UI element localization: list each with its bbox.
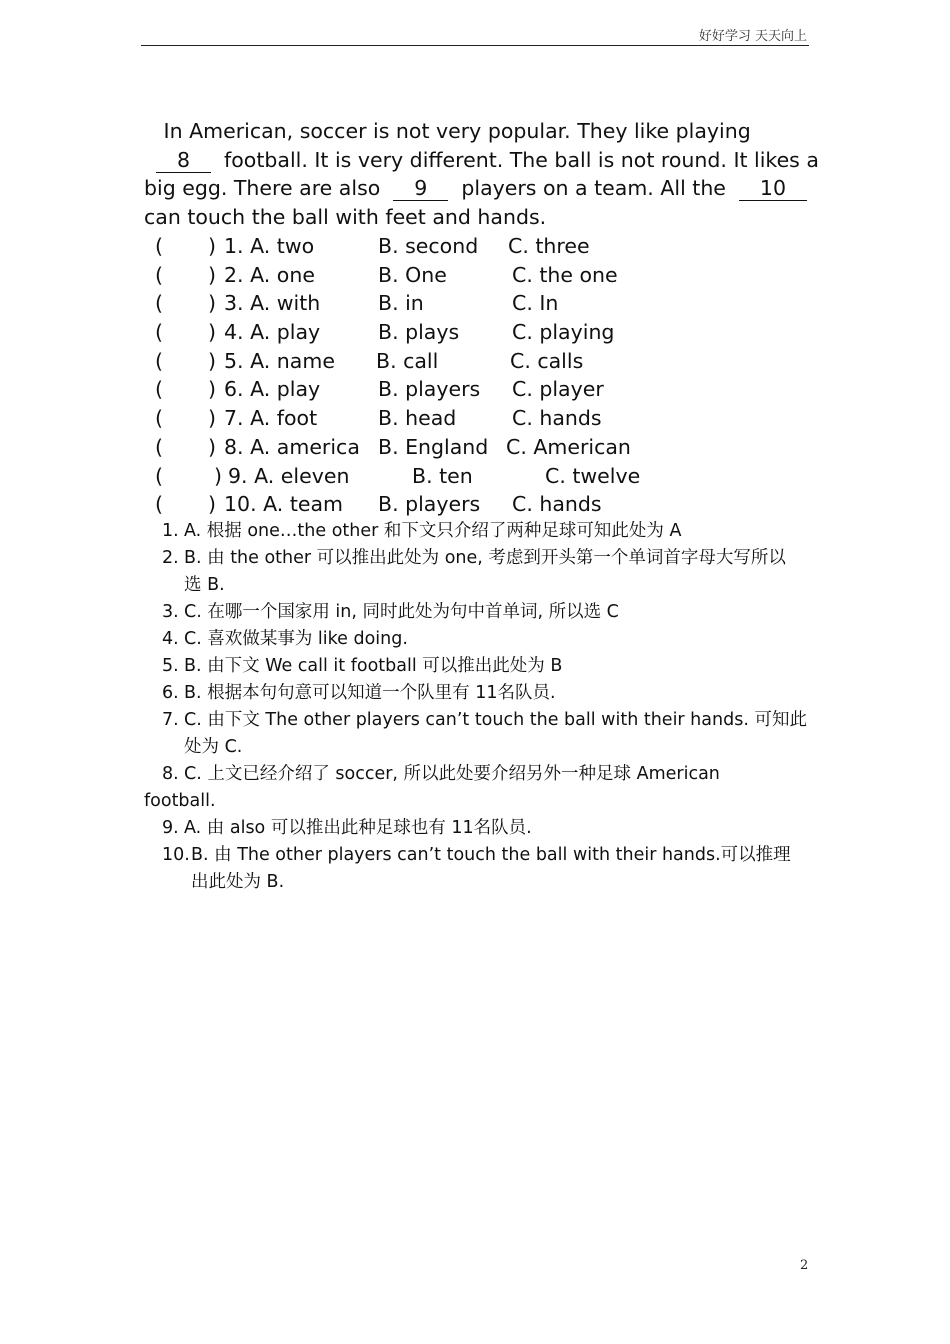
option-a: A. foot bbox=[250, 406, 318, 431]
option-a: A. eleven bbox=[254, 463, 350, 488]
answer-number: 3. bbox=[162, 602, 179, 622]
option-b: B. players bbox=[378, 377, 481, 402]
paren-open: ( bbox=[155, 434, 163, 459]
paren-close: ) bbox=[208, 377, 216, 402]
option-c: C. playing bbox=[512, 320, 615, 345]
answer-number: 7. bbox=[162, 710, 179, 730]
paren-close: ) bbox=[208, 234, 216, 258]
paren-close: ) bbox=[208, 406, 216, 431]
option-c: C. player bbox=[512, 377, 604, 402]
paren-open: ( bbox=[155, 377, 163, 402]
blank-8: 8 bbox=[156, 148, 211, 173]
answer-number: 9. bbox=[162, 818, 179, 838]
header-rule bbox=[141, 45, 809, 46]
question-number: 1. bbox=[224, 234, 244, 258]
passage-line bbox=[144, 146, 819, 175]
answer-text: B. 由 The other players can’t touch the ball with their hands.可以推理出此处为 B. bbox=[191, 845, 791, 892]
option-a: A. america bbox=[250, 434, 360, 459]
answer-text: B. 由 the other 可以推出此处为 one, 考虑到开头第一个单词首字母大写所以选 B. bbox=[184, 548, 786, 595]
blank-10: 10 bbox=[739, 176, 807, 201]
answer-number: 2. bbox=[162, 548, 179, 568]
option-c: C. three bbox=[508, 234, 590, 258]
question-number: 6. bbox=[224, 377, 244, 402]
paren-close: ) bbox=[208, 262, 216, 287]
option-a: A. team bbox=[263, 492, 344, 517]
paren-close: ) bbox=[214, 463, 222, 488]
answer-text: B. 由下文 We call it football 可以推出此处为 B bbox=[184, 656, 563, 676]
passage-text: players on a team. All the bbox=[448, 176, 739, 201]
paren-open: ( bbox=[155, 348, 163, 373]
answer-number: 10. bbox=[162, 845, 190, 865]
option-c: C. hands bbox=[512, 492, 602, 517]
answer-item bbox=[144, 599, 824, 626]
answer-number: 8. bbox=[162, 764, 179, 784]
blank-9: 9 bbox=[393, 176, 448, 201]
option-b: B. second bbox=[378, 234, 479, 258]
passage-text: big egg. There are also bbox=[144, 176, 394, 201]
question-number: 8. bbox=[224, 434, 244, 459]
paren-open: ( bbox=[155, 234, 163, 258]
question-number: 2. bbox=[224, 262, 244, 287]
paren-open: ( bbox=[155, 320, 163, 345]
answer-item bbox=[144, 842, 824, 896]
question-number: 10. bbox=[224, 492, 257, 517]
paren-close: ) bbox=[208, 348, 216, 373]
answer-item bbox=[144, 680, 824, 707]
answer-item bbox=[144, 518, 824, 545]
option-a: A. name bbox=[250, 348, 335, 373]
option-c: C. In bbox=[512, 291, 559, 316]
answer-text: B. 根据本句句意可以知道一个队里有 11名队员. bbox=[184, 683, 556, 703]
option-b: B. ten bbox=[412, 463, 473, 488]
option-b: B. One bbox=[378, 262, 447, 287]
option-b: B. head bbox=[378, 406, 457, 431]
option-b: B. players bbox=[378, 492, 481, 517]
question-number: 9. bbox=[228, 463, 248, 488]
page-number: 2 bbox=[800, 1258, 809, 1273]
option-a: A. play bbox=[250, 320, 321, 345]
option-a: A. with bbox=[250, 291, 321, 316]
paren-close: ) bbox=[208, 291, 216, 316]
answer-text: C. 由下文 The other players can’t touch the ball with their hands. 可知此处为 C. bbox=[184, 710, 807, 757]
answer-number: 5. bbox=[162, 656, 179, 676]
paren-close: ) bbox=[208, 434, 216, 459]
option-b: B. England bbox=[378, 434, 489, 459]
option-b: B. in bbox=[378, 291, 424, 316]
answer-number: 6. bbox=[162, 683, 179, 703]
question-number: 3. bbox=[224, 291, 244, 316]
answer-text: C. 喜欢做某事为 like doing. bbox=[184, 629, 408, 649]
answer-text: C. 上文已经介绍了 soccer, 所以此处要介绍另外一种足球 American bbox=[184, 764, 720, 784]
option-c: C. the one bbox=[512, 262, 618, 287]
passage bbox=[144, 117, 819, 232]
option-b: B. call bbox=[376, 348, 439, 373]
option-c: C. calls bbox=[510, 348, 584, 373]
answer-item bbox=[144, 815, 824, 842]
option-a: A. one bbox=[250, 262, 315, 287]
passage-text: football. It is very different. The ball is not round. It likes a bbox=[211, 147, 819, 172]
answer-number: 4. bbox=[162, 629, 179, 649]
question-number: 5. bbox=[224, 348, 244, 373]
answer-text: A. 由 also 可以推出此种足球也有 11名队员. bbox=[184, 818, 532, 838]
answer-number: 1. bbox=[162, 521, 179, 541]
passage-line: can touch the ball with feet and hands. bbox=[144, 205, 547, 230]
answer-item bbox=[144, 545, 824, 599]
paren-open: ( bbox=[155, 291, 163, 316]
paren-open: ( bbox=[155, 406, 163, 431]
passage-line bbox=[144, 174, 814, 203]
option-c: C. American bbox=[506, 434, 631, 459]
answer-item bbox=[144, 761, 824, 815]
answer-text: C. 在哪一个国家用 in, 同时此处为句中首单词, 所以选 C bbox=[184, 602, 619, 622]
answer-item bbox=[144, 707, 824, 761]
header-text: 好好学习 天天向上 bbox=[698, 29, 807, 44]
paren-open: ( bbox=[155, 262, 163, 287]
answer-text-continued: football. bbox=[144, 791, 216, 811]
option-b: B. plays bbox=[378, 320, 460, 345]
answer-item bbox=[144, 653, 824, 680]
option-c: C. twelve bbox=[545, 463, 641, 488]
question-number: 4. bbox=[224, 320, 244, 345]
answer-key bbox=[144, 518, 824, 896]
paren-close: ) bbox=[208, 320, 216, 345]
option-c: C. hands bbox=[512, 406, 602, 431]
option-a: A. play bbox=[250, 377, 321, 402]
paren-close: ) bbox=[208, 492, 216, 517]
question-number: 7. bbox=[224, 406, 244, 431]
passage-line: In American, soccer is not very popular. They like playing bbox=[144, 119, 751, 143]
paren-open: ( bbox=[155, 492, 163, 517]
paren-open: ( bbox=[155, 463, 163, 488]
answer-item bbox=[144, 626, 824, 653]
option-a: A. two bbox=[250, 234, 315, 258]
answer-text: A. 根据 one…the other 和下文只介绍了两种足球可知此处为 A bbox=[184, 521, 682, 541]
